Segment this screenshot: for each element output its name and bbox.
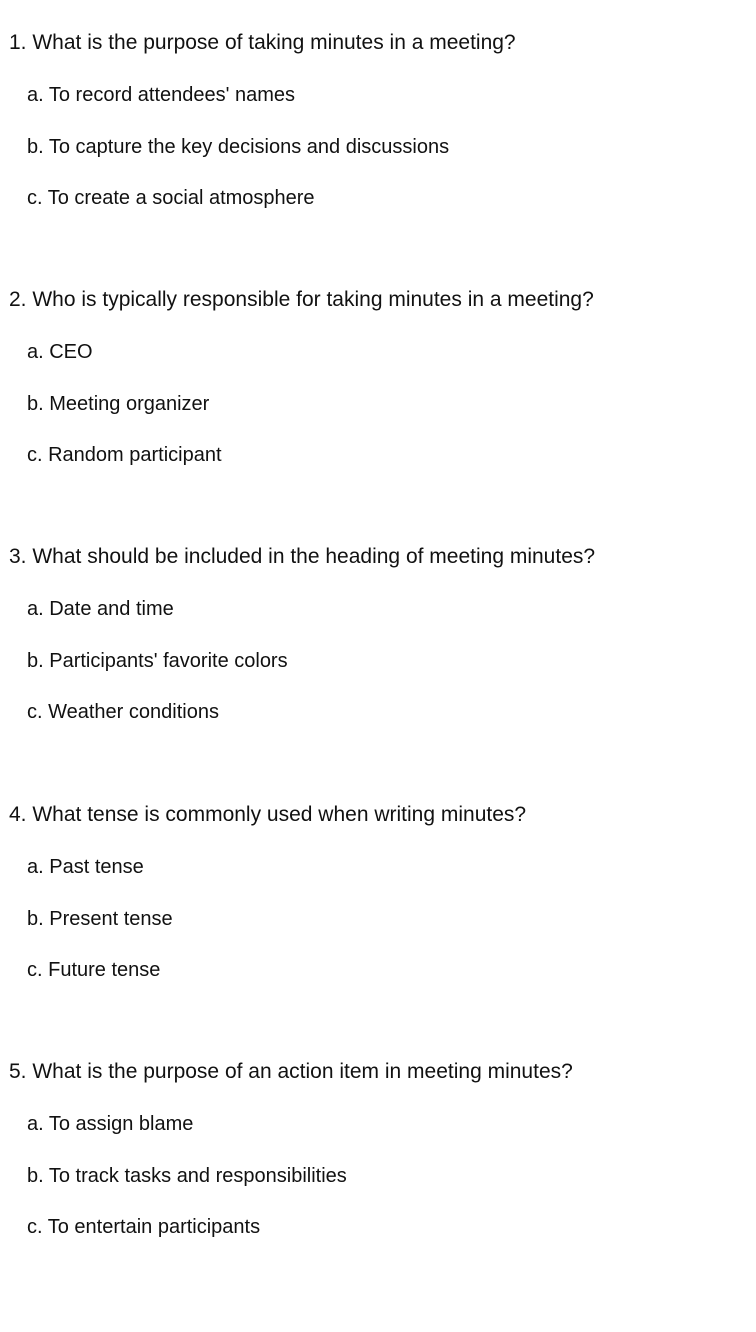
answer-option-c: c. To entertain participants bbox=[27, 1216, 261, 1238]
answer-option-a: a. To assign blame bbox=[27, 1113, 194, 1135]
answer-option-a: a. To record attendees' names bbox=[27, 84, 296, 106]
answer-option-b: b. To capture the key decisions and discussions bbox=[27, 136, 450, 158]
answer-option-b: b. Meeting organizer bbox=[27, 393, 210, 415]
answer-option-b: b. To track tasks and responsibilities bbox=[27, 1165, 347, 1187]
answer-option-c: c. Random participant bbox=[27, 444, 222, 466]
question-text: 3. What should be included in the heading of meeting minutes? bbox=[9, 545, 596, 568]
question-text: 5. What is the purpose of an action item in meeting minutes? bbox=[9, 1060, 573, 1083]
question-text: 4. What tense is commonly used when writing minutes? bbox=[9, 803, 527, 826]
question-text: 1. What is the purpose of taking minutes in a meeting? bbox=[9, 31, 516, 54]
answer-option-c: c. To create a social atmosphere bbox=[27, 187, 315, 209]
answer-option-b: b. Participants' favorite colors bbox=[27, 650, 288, 672]
answer-option-b: b. Present tense bbox=[27, 908, 173, 930]
answer-option-a: a. Past tense bbox=[27, 856, 144, 878]
answer-option-c: c. Future tense bbox=[27, 959, 161, 981]
answer-option-a: a. CEO bbox=[27, 341, 93, 363]
answer-option-a: a. Date and time bbox=[27, 598, 174, 620]
answer-option-c: c. Weather conditions bbox=[27, 701, 219, 723]
question-text: 2. Who is typically responsible for taking minutes in a meeting? bbox=[9, 288, 594, 311]
